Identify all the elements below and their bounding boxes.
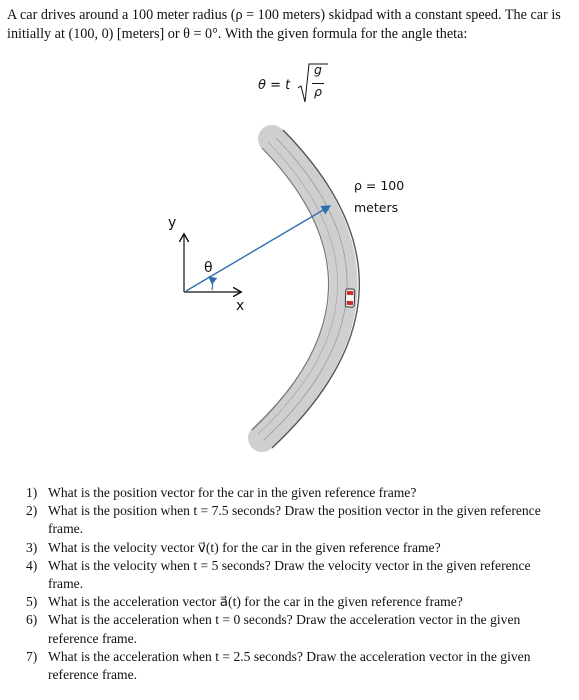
formula-denominator: ρ	[314, 84, 322, 99]
question-text: What is the velocity vector v⃗(t) for the car in the given reference frame?	[48, 539, 441, 555]
question-number: 5)	[26, 594, 38, 610]
question-text: What is the acceleration when t = 2.5 seconds? Draw the acceleration vector in the given reference frame.	[48, 648, 531, 683]
formula-numerator: g	[314, 62, 322, 77]
question-list	[18, 484, 566, 684]
question-item	[18, 593, 566, 611]
radius-units-label: meters	[354, 200, 399, 215]
question-text: What is the position when t = 7.5 seconds? Draw the position vector in the given reference frame.	[48, 503, 541, 537]
car-icon	[345, 289, 355, 307]
question-text: What is the acceleration vector a⃗(t) for the car in the given reference frame?	[48, 594, 463, 610]
question-text: What is the position vector for the car in the given reference frame?	[48, 485, 417, 500]
question-item	[18, 611, 566, 647]
question-item	[18, 557, 566, 593]
question-item	[18, 648, 566, 684]
x-axis-label: x	[236, 298, 245, 314]
question-item	[18, 484, 566, 502]
radius-label: ρ = 100	[354, 178, 405, 193]
fraction-bar	[312, 83, 324, 84]
angle-arc	[209, 277, 213, 290]
question-number: 3)	[26, 539, 38, 555]
question-item	[18, 539, 566, 557]
y-axis-label: y	[168, 215, 177, 231]
radius-vector	[186, 206, 330, 291]
theta-formula	[252, 62, 332, 106]
question-number: 7)	[26, 648, 38, 664]
question-number: 1)	[26, 485, 38, 500]
problem-intro: A car drives around a 100 meter radius (ρ = 100 meters) skidpad with a constant speed. The car is initially at (100, 0) [meters] or θ = 0°. With the given formula for the angle theta:	[7, 7, 561, 42]
question-number: 2)	[26, 503, 38, 519]
question-item	[18, 502, 566, 538]
skidpad-diagram	[0, 120, 579, 480]
formula-lhs: θ = t	[258, 78, 291, 93]
angle-label: θ	[204, 260, 213, 276]
question-text: What is the velocity when t = 5 seconds? Draw the velocity vector in the given reference frame.	[48, 557, 531, 592]
skidpad-figure	[0, 120, 579, 480]
question-number: 4)	[26, 557, 38, 573]
question-text: What is the acceleration when t = 0 seconds? Draw the acceleration vector in the given reference frame.	[48, 612, 521, 646]
question-number: 6)	[26, 612, 38, 628]
